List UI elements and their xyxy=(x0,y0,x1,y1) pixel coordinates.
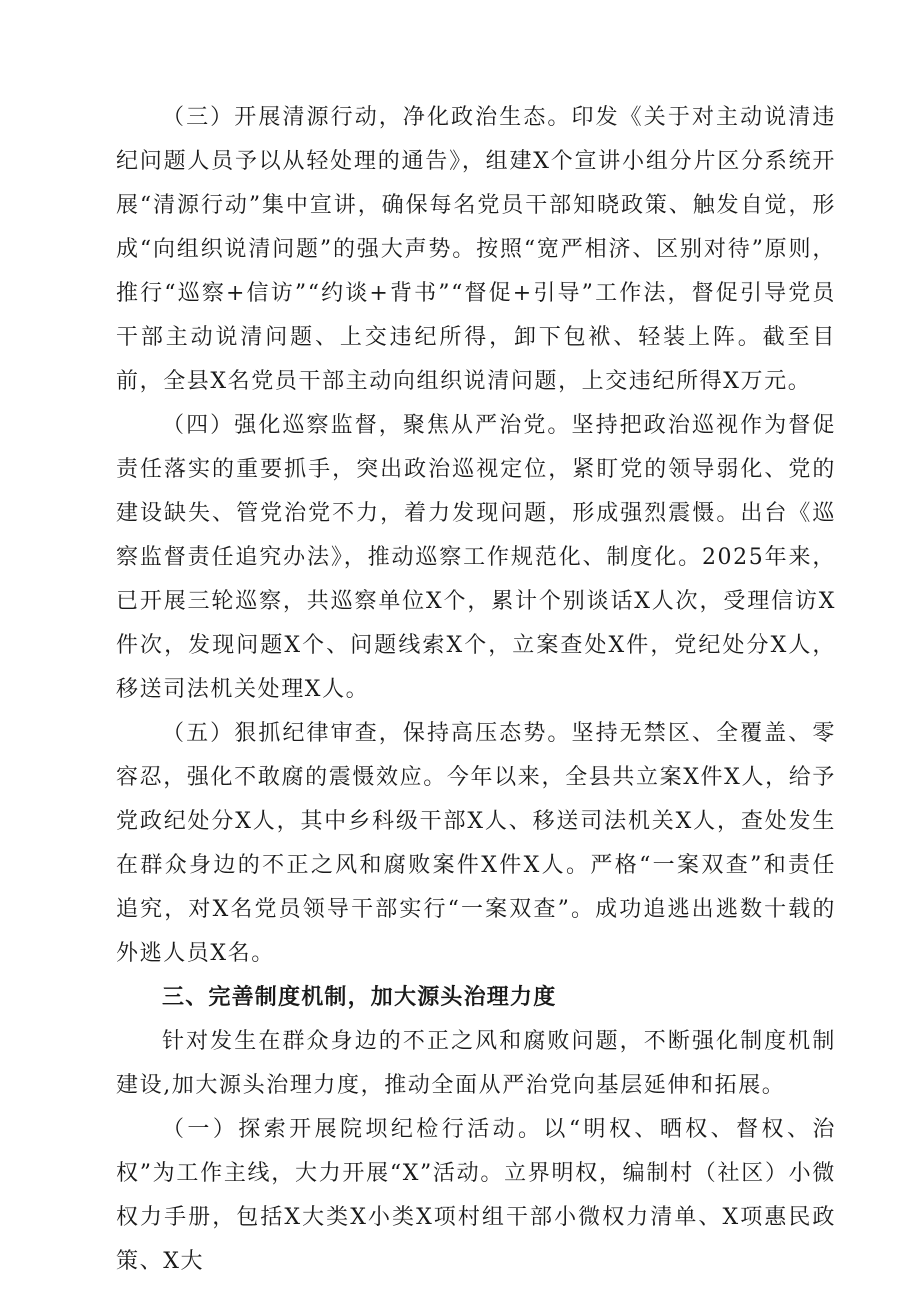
paragraph-section-intro: 针对发生在群众身边的不正之风和腐败问题，不断强化制度机制建设,加大源头治理力度，推动全面从严治党向基层延伸和拓展。 xyxy=(116,1029,836,1098)
paragraph-qingyuan-action: （三）开展清源行动，净化政治生态。印发《关于对主动说清违纪问题人员予以从轻处理的通告》，组建X个宣讲小组分片区分系统开展“清源行动”集中宣讲，确保每名党员干部知晓政策、触发自觉，形成“向组织说清问题”的强大声势。按照“宽严相济、区别对待”原则，推行“巡察+信访”“约谈+背书”“督促+引导”工作法，督促引导党员干部主动说清问题、上交违纪所得，卸下包袱、轻装上阵。截至目前，全县X名党员干部主动向组织说清问题，上交违纪所得X万元。 xyxy=(116,105,836,394)
paragraph-yuanba-activity: （一）探索开展院坝纪检行活动。以“明权、晒权、督权、治权”为工作主线，大力开展“X”活动。立界明权，编制村（社区）小微权力手册，包括X大类X小类X项村组干部小微权力清单、X项惠民政策、X大 xyxy=(116,1117,836,1274)
paragraph-discipline-review: （五）狠抓纪律审查，保持高压态势。坚持无禁区、全覆盖、零容忍，强化不敢腐的震慑效应。今年以来，全县共立案X件X人，给予党政纪处分X人，其中乡科级干部X人、移送司法机关X人，查处发生在群众身边的不正之风和腐败案件X件X人。严格“一案双查”和责任追究，对X名党员领导干部实行“一案双查”。成功追逃出逃数十载的外逃人员X名。 xyxy=(116,721,836,966)
section-heading: 三、完善制度机制，加大源头治理力度 xyxy=(162,985,557,1010)
paragraph-inspection-supervision: （四）强化巡察监督，聚焦从严治党。坚持把政治巡视作为督促责任落实的重要抓手，突出政治巡视定位，紧盯党的领导弱化、党的建设缺失、管党治党不力，着力发现问题，形成强烈震慑。出台《巡察监督责任追究办法》，推动巡察工作规范化、制度化。2025年来，已开展三轮巡察，共巡察单位X个，累计个别谈话X人次，受理信访X件次，发现问题X个、问题线索X个，立案查处X件，党纪处分X人，移送司法机关处理X人。 xyxy=(116,413,836,702)
document-page xyxy=(116,96,836,1284)
